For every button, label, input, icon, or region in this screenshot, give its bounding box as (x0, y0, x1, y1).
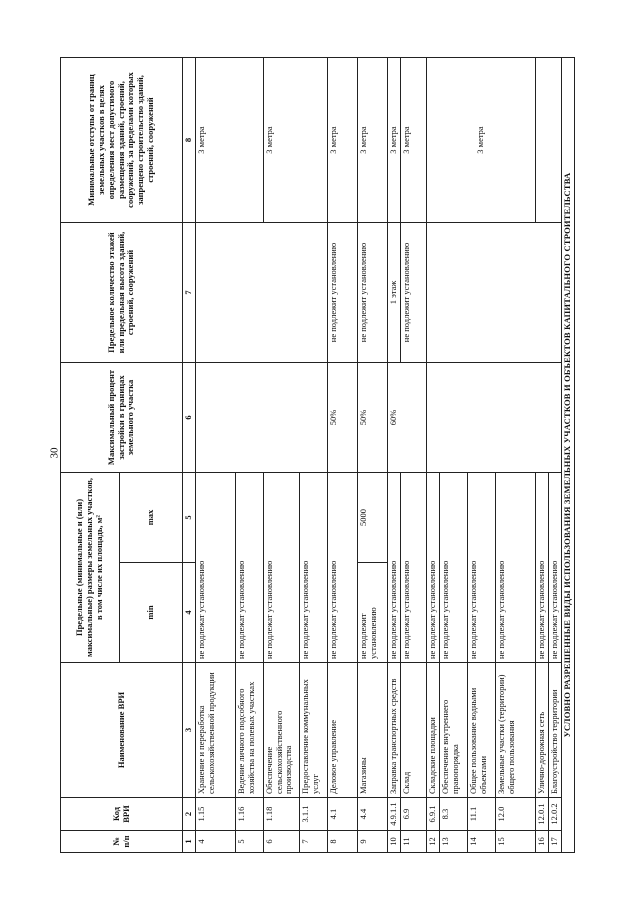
table-row (426, 58, 439, 853)
row-number: 17 (548, 831, 561, 853)
vri-code: 8.3 (439, 798, 467, 831)
floors-limit: 1 этаж (387, 223, 400, 363)
size-limits: не подлежат установлению (467, 473, 495, 663)
row-number: 12 (426, 831, 439, 853)
column-number: 8 (183, 58, 196, 223)
size-limits: не подлежат установлению (439, 473, 467, 663)
column-number-row (183, 58, 196, 853)
vri-name: Благоустройство территории (548, 663, 561, 798)
size-limits: не подлежат установлению (387, 473, 400, 663)
build-percent: 50% (327, 363, 357, 473)
build-percent: 50% (357, 363, 387, 473)
size-limits: не подлежат установлению (400, 473, 426, 663)
row-number: 14 (467, 831, 495, 853)
vri-code: 12.0.1 (535, 798, 548, 831)
vri-code: 4.4 (357, 798, 387, 831)
column-number: 4 (183, 563, 196, 663)
floors-limit (195, 223, 327, 363)
vri-name: Обеспечение внутреннего правопорядка (439, 663, 467, 798)
setback: 3 метра (327, 58, 357, 223)
size-limits: не подлежат установлению (535, 473, 548, 663)
section-heading: УСЛОВНО РАЗРЕШЕННЫЕ ВИДЫ ИСПОЛЬЗОВАНИЯ ЗЕМЕЛЬНЫХ УЧАСТКОВ И ОБЪЕКТОВ КАПИТАЛЬНОГО СТРОИТЕЛЬСТВА (561, 58, 574, 853)
column-number: 7 (183, 223, 196, 363)
row-number: 6 (263, 831, 299, 853)
build-percent (426, 363, 561, 473)
size-limits: не подлежат установлению (299, 473, 327, 663)
vri-name: Общее пользование водными объектами (467, 663, 495, 798)
size-max: 5000 (357, 473, 387, 563)
page-number: 30 (48, 447, 60, 458)
vri-name: Заправка транспортных средств (387, 663, 400, 798)
setback (535, 58, 561, 223)
row-number: 11 (400, 831, 426, 853)
header-setback: Минимальные отступы от границ земельных участков в целях определения мест допустимого размещения зданий, строений, сооружений, за пределами которых запрещено строительство зданий, строений, сооружений (61, 58, 183, 223)
row-number: 13 (439, 831, 467, 853)
floors-limit (426, 223, 561, 363)
vri-code: 4.1 (327, 798, 357, 831)
row-number: 9 (357, 831, 387, 853)
table-row (357, 58, 387, 853)
vri-name: Склад (400, 663, 426, 798)
vri-name: Деловое управление (327, 663, 357, 798)
header-max: max (120, 473, 183, 563)
header-limits: Предельные (минимальные и (или) максимальные) размеры земельных участков, в том числе их площадь, м² (61, 473, 120, 663)
vri-name: Земельные участки (территории) общего пользования (495, 663, 535, 798)
column-number: 3 (183, 663, 196, 798)
table-row (195, 58, 235, 853)
row-number: 16 (535, 831, 548, 853)
build-percent (195, 363, 327, 473)
vri-code: 12.0 (495, 798, 535, 831)
size-limits: не подлежат установлению (235, 473, 263, 663)
vri-parameters-table (60, 57, 575, 853)
vri-name: Хранение и переработка сельскохозяйственной продукции (195, 663, 235, 798)
vri-code: 12.0.2 (548, 798, 561, 831)
vri-name: Магазины (357, 663, 387, 798)
build-percent: 60% (387, 363, 426, 473)
column-number: 6 (183, 363, 196, 473)
row-number: 5 (235, 831, 263, 853)
size-limits: не подлежат установлению (195, 473, 235, 663)
size-limits: не подлежат установлению (327, 473, 357, 663)
setback: 3 метра (400, 58, 426, 223)
vri-name: Складские площадки (426, 663, 439, 798)
size-limits: не подлежат установлению (548, 473, 561, 663)
vri-code: 3.1.1 (299, 798, 327, 831)
size-min: не подлежит установлению (357, 563, 387, 663)
setback: 3 метра (263, 58, 327, 223)
vri-name: Улично-дорожная сеть (535, 663, 548, 798)
header-percent: Максимальный процент застройки в границах земельного участка (61, 363, 183, 473)
column-number: 5 (183, 473, 196, 563)
size-limits: не подлежат установлению (495, 473, 535, 663)
row-number: 4 (195, 831, 235, 853)
vri-code: 1.16 (235, 798, 263, 831)
column-number: 2 (183, 798, 196, 831)
floors-limit: не подлежит установлению (357, 223, 387, 363)
column-number: 1 (183, 831, 196, 853)
row-number: 8 (327, 831, 357, 853)
vri-code: 6.9 (400, 798, 426, 831)
setback: 3 метра (195, 58, 263, 223)
header-code: Код ВРИ (61, 798, 183, 831)
row-number: 7 (299, 831, 327, 853)
table-row (387, 58, 400, 853)
setback: 3 метра (357, 58, 387, 223)
floors-limit: не подлежит установлению (400, 223, 426, 363)
vri-code: 1.18 (263, 798, 299, 831)
vri-code: 11.1 (467, 798, 495, 831)
floors-limit: не подлежит установлению (327, 223, 357, 363)
size-limits: не подлежат установлению (263, 473, 299, 663)
size-limits: не подлежат установлению (426, 473, 439, 663)
section-footer-row (561, 58, 574, 853)
header-min: min (120, 563, 183, 663)
header-floors: Предельное количество этажей или предельная высота зданий, строений, сооружений (61, 223, 183, 363)
row-number: 15 (495, 831, 535, 853)
vri-code: 1.15 (195, 798, 235, 831)
vri-name: Предоставление коммунальных услуг (299, 663, 327, 798)
setback: 3 метра (387, 58, 400, 223)
header-name: Наименование ВРИ (61, 663, 183, 798)
rotated-table-page (60, 58, 578, 853)
table-row (327, 58, 357, 853)
vri-name: Обеспечение сельскохозяйственного производства (263, 663, 299, 798)
header-num: № п/п (61, 831, 183, 853)
row-number: 10 (387, 831, 400, 853)
setback: 3 метра (426, 58, 535, 223)
vri-code: 6.9.1 (426, 798, 439, 831)
vri-name: Ведение личного подсобного хозяйства на полевых участках (235, 663, 263, 798)
vri-code: 4.9.1.1 (387, 798, 400, 831)
